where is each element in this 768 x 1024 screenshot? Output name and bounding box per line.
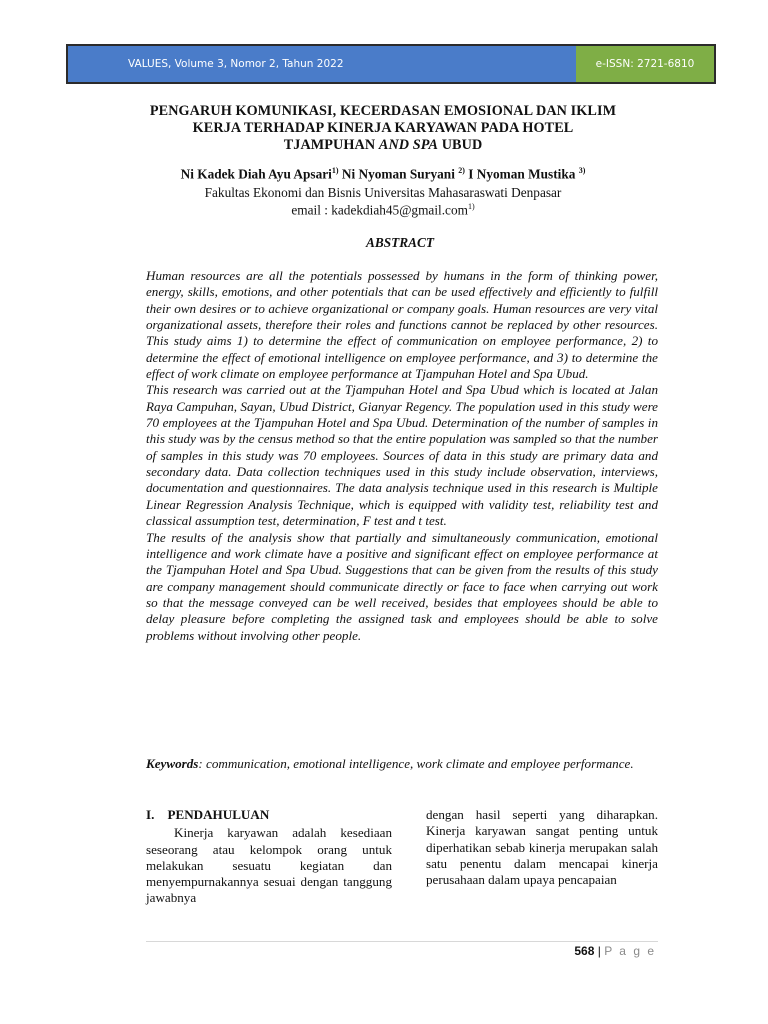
author-2: Ni Nyoman Suryani xyxy=(338,166,459,182)
issn-label: e-ISSN: 2721-6810 xyxy=(576,46,714,82)
author-list: Ni Kadek Diah Ayu Apsari$^{1)}$ Ni Nyoman Suryani $^{2)}$ I Nyoman Mustika $^{3)}$ xyxy=(180,166,586,182)
page-number: 568 | P a g e xyxy=(574,944,656,958)
abstract-paragraph-1: Human resources are all the potentials possessed by humans in the form of thinking power, energy, skills, emotions, and other potentials that can be used effectively and efficiently to fulfill their own desires or to achieve organizational or company goals. Human resources are very vital organizational assets, therefore their roles and functions cannot be replaced by other resources. This study aims 1) to determine the effect of communication on employee performance, 2) to determine the effect of emotional intelligence on employee performance, and 3) to determine the effect of work climate on employee performance at Tjampuhan Hotel and Spa Ubud. xyxy=(146,268,658,382)
paper-title xyxy=(120,103,646,154)
affiliation: Fakultas Ekonomi dan Bisnis Universitas Mahasaraswati Denpasar xyxy=(204,185,562,200)
author-3: I Nyoman Mustika xyxy=(464,166,579,182)
section-heading: I. PENDAHULUAN xyxy=(146,807,270,822)
journal-name: VALUES, Volume 3, Nomor 2, Tahun 2022 xyxy=(68,46,576,82)
abstract-body xyxy=(146,268,658,644)
title-line-2: KERJA TERHADAP KINERJA KARYAWAN PADA HOTEL xyxy=(192,120,574,136)
title-line-3: TJAMPUHAN AND SPA UBUD xyxy=(283,137,483,153)
abstract-paragraph-2: This research was carried out at the Tjampuhan Hotel and Spa Ubud which is located at Jalan Raya Campuhan, Sayan, Ubud District, Gianyar Regency. The population used in this study were 70 employees at the Tjampuhan Hotel and Spa Ubud. Determination of the number of samples in this study was by the census method so that the entire population was sampled so that the number of samples in this study was 70 employees. Sources of data in this study are primary data and secondary data. Data collection techniques used in this study include observation, interviews, documentation and questionnaires. The data analysis technique used in this research is Multiple Linear Regression Analysis Technique, which is equipped with validity test, reliability test and classical assumption test, determination, F test and t test. xyxy=(146,382,658,529)
abstract-paragraph-3: The results of the analysis show that partially and simultaneously communication, emotional intelligence and work climate have a positive and significant effect on employee performance at the Tjampuhan Hotel and Spa Ubud. Suggestions that can be given from the results of this study are company management should communicate directly or face to face when carrying out work so that the message conveyed can be well received, besides that employees should be able to delay pleasure before completing the assigned task and employees should be able to solve problems without involving other people. xyxy=(146,529,658,643)
keywords-label: Keywords xyxy=(146,756,199,771)
keywords xyxy=(146,756,658,772)
author-1: Ni Kadek Diah Ayu Apsari xyxy=(180,166,332,182)
keywords-text: : communication, emotional intelligence, work climate and employee performance. xyxy=(198,756,634,771)
body-column-right xyxy=(426,807,658,888)
body-paragraph-continued: dengan hasil seperti yang diharapkan. Kinerja karyawan sangat penting untuk diperhatikan sebab kinerja merupakan salah satu penentu dalam mencapai kinerja perusahaan dalam upaya pencapaian xyxy=(426,807,658,888)
journal-header-bar xyxy=(66,44,716,84)
title-line-1: PENGARUH KOMUNIKASI, KECERDASAN EMOSIONAL DAN IKLIM xyxy=(149,103,617,119)
footer-divider xyxy=(146,941,658,942)
body-column-left xyxy=(146,807,392,907)
author-email: email : kadekdiah45@gmail.com$^{1)}$ xyxy=(291,202,475,218)
body-paragraph: Kinerja karyawan adalah kesediaan seseorang atau kelompok orang untuk melakukan sesuatu kegiatan dan menyempurnakannya sesuai dengan tanggung jawabnya xyxy=(146,825,392,906)
abstract-heading: ABSTRACT xyxy=(366,235,434,250)
